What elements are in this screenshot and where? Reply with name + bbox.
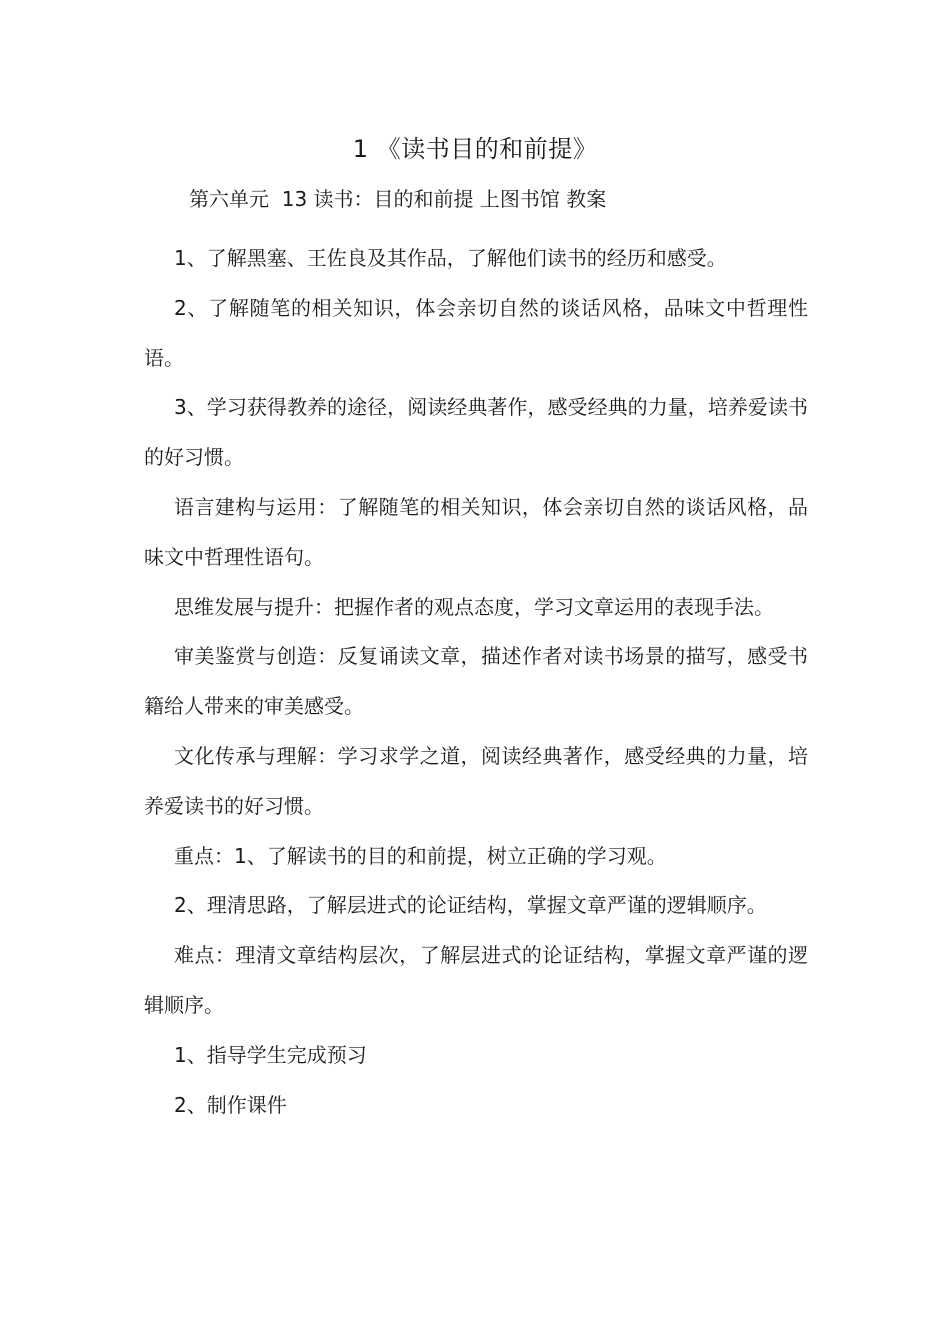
paragraph-objective-3: 3、学习获得教养的途径，阅读经典著作，感受经典的力量，培养爱读书的好习惯。 — [144, 395, 808, 470]
paragraph-difficulty: 难点：理清文章结构层次，了解层进式的论证结构，掌握文章严谨的逻辑顺序。 — [144, 943, 808, 1017]
document-body — [144, 234, 808, 1130]
paragraph-key-point-2: 2、理清思路，了解层进式的论证结构，掌握文章严谨的逻辑顺序。 — [174, 893, 767, 918]
paragraph-prep-1: 1、指导学生完成预习 — [174, 1042, 367, 1067]
document-subtitle: 第六单元 13 读书：目的和前提 上图书馆 教案 — [189, 187, 607, 211]
paragraph-objective-1: 1、了解黑塞、王佐良及其作品，了解他们读书的经历和感受。 — [174, 246, 727, 270]
paragraph-aesthetics: 审美鉴赏与创造：反复诵读文章，描述作者对读书场景的描写，感受书籍给人带来的审美感受。 — [144, 644, 808, 719]
paragraph-prep-2: 2、制作课件 — [174, 1092, 287, 1117]
paragraph-culture: 文化传承与理解：学习求学之道，阅读经典著作，感受经典的力量，培养爱读书的好习惯。 — [144, 743, 808, 818]
document-title: 1 《读书目的和前提》 — [352, 135, 598, 163]
paragraph-thinking: 思维发展与提升：把握作者的观点态度，学习文章运用的表现手法。 — [174, 594, 774, 619]
paragraph-key-point-1: 重点：1、了解读书的目的和前提，树立正确的学习观。 — [174, 843, 667, 868]
paragraph-language: 语言建构与运用：了解随笔的相关知识，体会亲切自然的谈话风格，品味文中哲理性语句。 — [144, 494, 808, 569]
paragraph-objective-2: 2、了解随笔的相关知识，体会亲切自然的谈话风格，品味文中哲理性语。 — [144, 295, 808, 370]
